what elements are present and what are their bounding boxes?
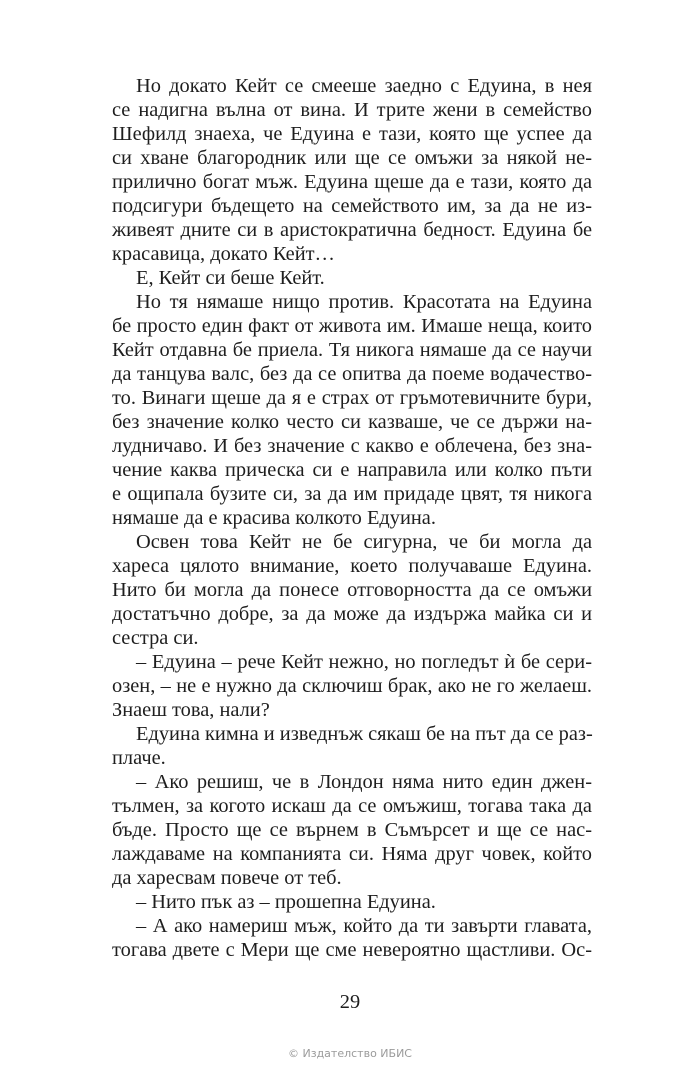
text-line: Освен това Кейт не бе сигурна, че би могла да	[136, 531, 592, 553]
text-line: нямаше да е красива колкото Едуина.	[112, 507, 436, 529]
page-number: 29	[339, 991, 361, 1013]
text-line: Шефилд знаеха, че Едуина е тази, която ще успее да	[112, 123, 592, 145]
text-line: сестра си.	[112, 627, 199, 649]
text-line: Но докато Кейт се смееше заедно с Едуина, в нея	[136, 75, 592, 97]
text-line: – Нито пък аз – прошепна Едуина.	[136, 891, 436, 913]
text-line: – А ако намериш мъж, който да ти завърти главата,	[136, 915, 592, 937]
text-line: си хване благородник или ще се омъжи за някой не-	[112, 147, 592, 169]
text-line: прилично богат мъж. Едуина щеше да е тази, която да	[112, 171, 592, 193]
text-line: озен, – не е нужно да сключиш брак, ако не го желаеш.	[112, 675, 592, 697]
publisher-watermark: © Издателство ИБИС	[288, 1047, 412, 1060]
text-line: достатъчно добре, за да може да издържа майка си и	[112, 603, 592, 625]
text-line: хареса цялото внимание, което получаваше Едуина.	[112, 555, 592, 577]
text-line: се надигна вълна от вина. И трите жени в семейство	[112, 99, 592, 121]
text-line: Но тя нямаше нищо против. Красотата на Едуина	[136, 291, 592, 313]
text-line: красавица, докато Кейт…	[112, 243, 335, 265]
text-line: тълмен, за когото искаш да се омъжиш, тогава така да	[112, 795, 592, 817]
text-line: плаче.	[112, 747, 166, 769]
text-line: – Едуина – рече Кейт нежно, но погледът ѝ бе сери-	[136, 651, 592, 673]
text-line: Е, Кейт си беше Кейт.	[136, 267, 325, 289]
text-line: чение каква прическа си е направила или колко пъти	[112, 459, 592, 481]
text-line: подсигури бъдещето на семейството им, за да не из-	[112, 195, 592, 217]
text-line: бе просто един факт от живота им. Имаше неща, които	[112, 315, 592, 337]
text-line: лудничаво. И без значение с какво е облечена, без зна-	[112, 435, 592, 457]
text-line: да харесвам повече от теб.	[112, 867, 342, 889]
body-text	[112, 74, 592, 962]
text-line: Едуина кимна и изведнъж сякаш бе на път да се раз-	[136, 723, 593, 745]
text-line: да танцува валс, без да се опитва да поеме водачество-	[112, 363, 592, 385]
text-line: – Ако решиш, че в Лондон няма нито един джен-	[136, 771, 592, 793]
text-line: Знаеш това, нали?	[112, 699, 270, 721]
text-line: без значение колко често си казваше, че се държи на-	[112, 411, 592, 433]
text-line: Нито би могла да понесе отговорността да се омъжи	[112, 579, 592, 601]
text-line: лаждаваме на компанията си. Няма друг човек, който	[112, 843, 592, 865]
text-line: то. Винаги щеше да я е страх от гръмотевичните бури,	[112, 387, 592, 409]
text-line: тогава двете с Мери ще сме невероятно щастливи. Ос-	[112, 939, 592, 961]
text-line: бъде. Просто ще се върнем в Съмърсет и ще се нас-	[112, 819, 592, 841]
text-line: е ощипала бузите си, за да им придаде цвят, тя никога	[112, 483, 592, 505]
text-line: Кейт отдавна бе приела. Тя никога нямаше да се научи	[112, 339, 592, 361]
text-line: живеят дните си в аристократична бедност. Едуина бе	[112, 219, 592, 241]
